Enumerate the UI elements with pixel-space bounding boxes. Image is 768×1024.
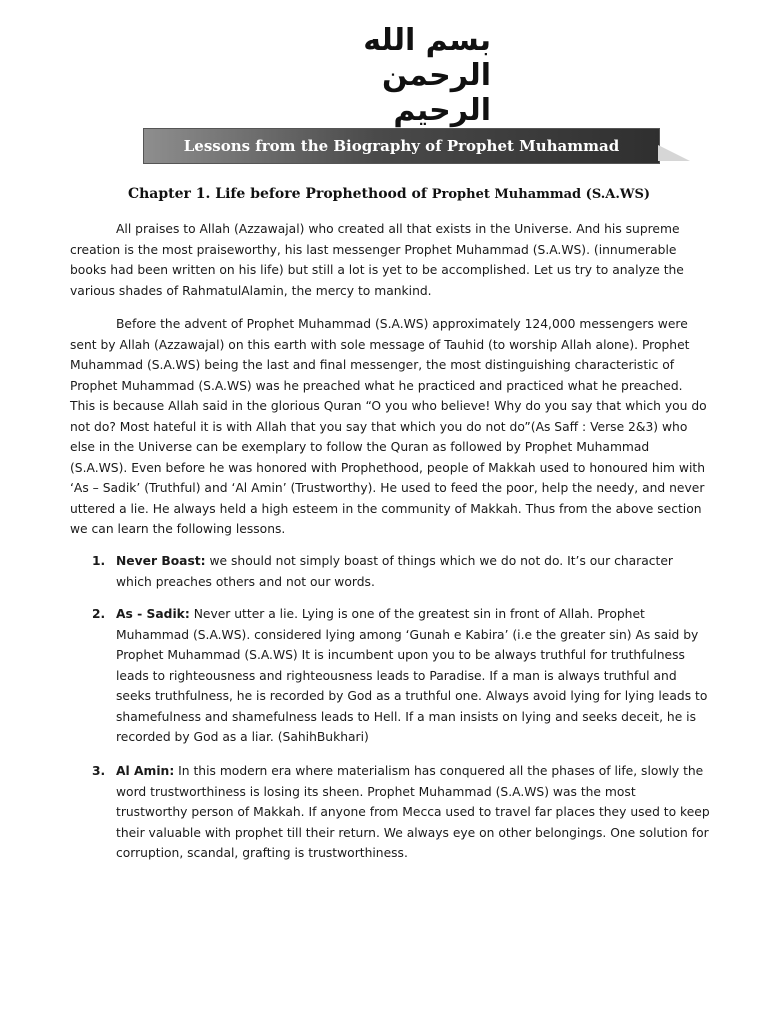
list-item-text: In this modern era where materialism has conquered all the phases of life, slowly the word trustworthiness is losing its sheen. Prophet Muhammad (S.A.WS) was the most trustworthy person of Makkah. If anyone from Mecca used to travel far places they used to keep their valuable with prophet till their return. We always eye on other belongings. One solution for corruption, scandal, grafting is trustworthiness. — [116, 764, 710, 860]
bismillah-text: بسم الله الرحمن الرحيم — [363, 22, 491, 128]
document-title: Lessons from the Biography of Prophet Muhammad — [183, 137, 620, 155]
bismillah-calligraphy — [285, 22, 491, 128]
list-item-number: 2. — [92, 607, 106, 621]
list-item-term: As - Sadik: — [116, 607, 190, 621]
intro-paragraph: All praises to Allah (Azzawajal) who created all that exists in the Universe. And his supreme creation is the most praiseworthy, his last messenger Prophet Muhammad (S.A.WS). (innumerable books had been written on his life) but still a lot is yet to be accomplished. Let us try to analyze the various shades of RahmatulAlamin, the mercy to mankind. — [70, 222, 684, 298]
list-item-text: we should not simply boast of things which we do not do. It’s our character which preaches others and not our words. — [116, 554, 673, 589]
list-item-number: 1. — [92, 554, 106, 568]
list-item-text: Never utter a lie. Lying is one of the greatest sin in front of Allah. Prophet Muhammad (S.A.WS). considered lying among ‘Gunah e Kabira’ (i.e the greater sin) As said by Prophet Muhammad (S.A.WS) It is incumbent upon you to be always truthful for truthfulness leads to righteousness and righteousness leads to Paradise. If a man is always truthful and seeks truthfulness, he is recorded by God as a truthful one. Always avoid lying for lying leads to shamefulness and shamefulness leads to Hell. If a man insists on lying and seeks deceit, he is recorded by God as a liar. (SahihBukhari) — [116, 607, 708, 744]
banner-tail-shape — [658, 145, 690, 161]
list-item-term: Al Amin: — [116, 764, 175, 778]
title-banner-box — [143, 128, 660, 164]
advent-paragraph: Before the advent of Prophet Muhammad (S.A.WS) approximately 124,000 messengers were sent by Allah (Azzawajal) on this earth with sole message of Tauhid (to worship Allah alone). Prophet Muhammad (S.A.WS) being the last and final messenger, the most distinguishing characteristic of Prophet Muhammad (S.A.WS) was he preached what he practiced and practiced what he preached. This is because Allah said in the glorious Quran “O you who believe! Why do you say that which you do not do? Most hateful it is with Allah that you say that which you do not do”(As Saff : Verse 2&3) who else in the Universe can be exemplary to follow the Quran as followed by Prophet Muhammad (S.A.WS). Even before he was honored with Prophethood, people of Makkah used to honoured him with ‘As – Sadik’ (Truthful) and ‘Al Amin’ (Trustworthy). He used to feed the poor, help the needy, and never uttered a lie. He always held a high esteem in the community of Makkah. Thus from the above section we can learn the following lessons. — [70, 317, 707, 536]
title-banner — [143, 128, 693, 164]
list-item — [92, 604, 710, 748]
chapter-heading-main: Chapter 1. Life before Prophethood of — [127, 186, 432, 202]
list-item-number: 3. — [92, 764, 106, 778]
chapter-heading — [0, 186, 768, 202]
list-item — [92, 551, 710, 592]
chapter-heading-sub: Prophet Muhammad (S.A.WS) — [431, 187, 651, 202]
list-item-term: Never Boast: — [116, 554, 206, 568]
list-item — [92, 761, 710, 864]
